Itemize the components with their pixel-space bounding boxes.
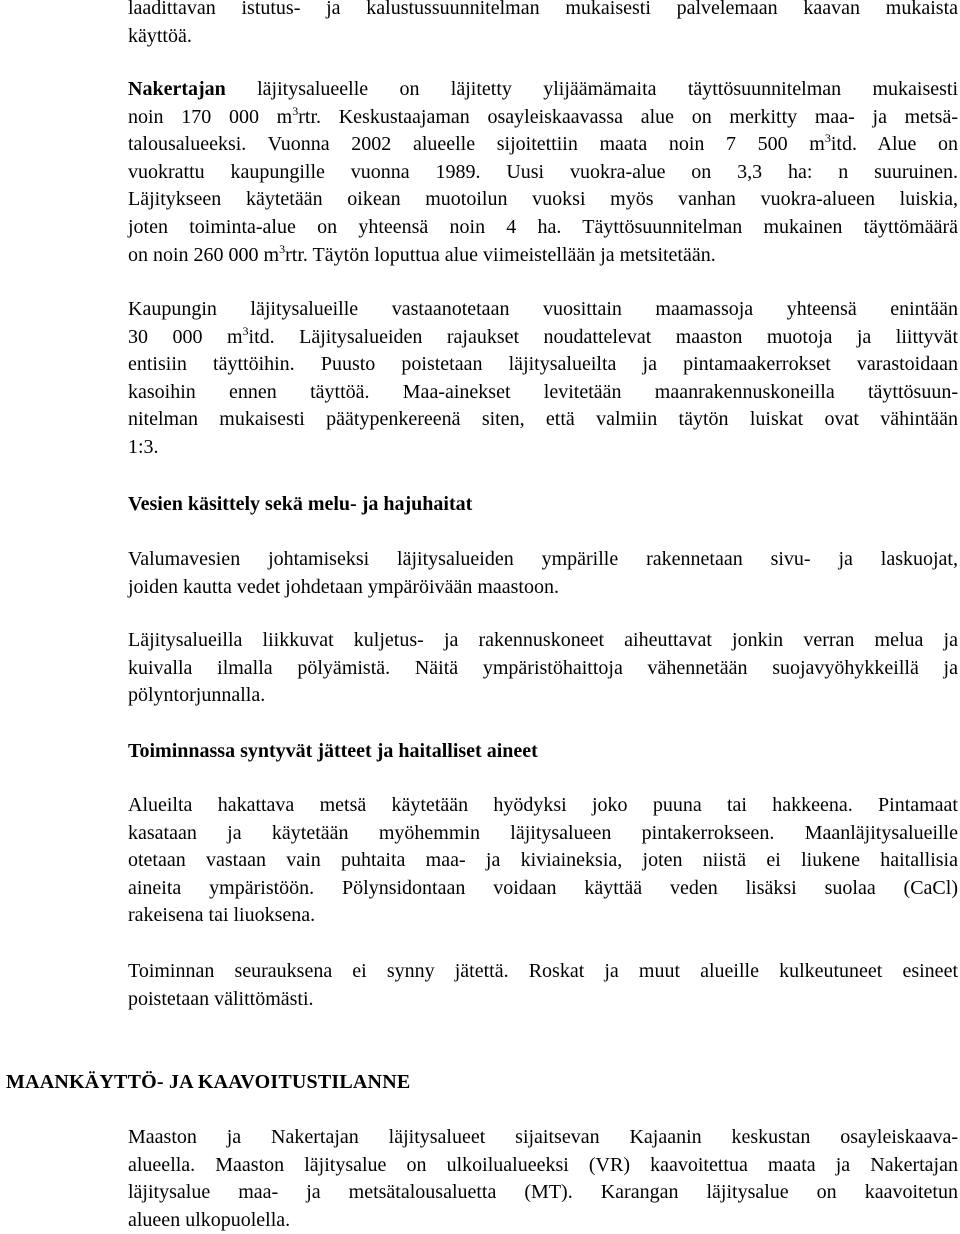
paragraph-liikkuvat: [128, 627, 958, 710]
paragraph-valumavesi: [128, 546, 958, 601]
text-line: [128, 242, 958, 270]
paragraph-nakertaja: [128, 76, 958, 269]
text-line: Kaupungin läjitysalueille vastaanotetaan vuosittain maamassoja yhteensä enintään: [128, 298, 958, 320]
text-line: Maaston ja Nakertajan läjitysalueet sijaitsevan Kajaanin keskustan osayleiskaava-: [128, 1126, 958, 1148]
text-line: poistetaan välittömästi.: [128, 987, 314, 1010]
text-line: Alueilta hakattava metsä käytetään hyödyksi joko puuna tai hakkeena. Pintamaat: [128, 794, 958, 816]
place-name: Nakertajan: [128, 78, 226, 100]
text-line: [128, 104, 958, 132]
superscript: 3: [242, 323, 249, 338]
text-line: Läjitykseen käytetään oikean muotoilun vuoksi myös vanhan vuokra-alueen luiskia,: [128, 188, 958, 211]
text-line: käyttöä.: [128, 24, 192, 47]
text-line: [128, 76, 958, 104]
superscript: 3: [824, 131, 831, 146]
text-line: nitelman mukaisesti päätypenkereenä siten, että valmiin täytön luiskat ovat vähintään: [128, 408, 958, 431]
superscript: 3: [292, 103, 299, 118]
paragraph-intro: [128, 0, 958, 50]
heading-jatteet: Toiminnassa syntyvät jätteet ja haitalliset aineet: [128, 740, 538, 762]
text-line: laadittavan istutus- ja kalustussuunnitelman mukaisesti palvelemaan kaavan mukaista: [128, 0, 958, 19]
text-line: alueen ulkopuolella.: [128, 1208, 291, 1231]
paragraph-kaupungin: [128, 296, 958, 462]
text-line: läjitysalue maa- ja metsätalousaluetta (MT). Karangan läjitysalue on kaavoitetun: [128, 1181, 958, 1204]
text-line: aineita ympäristöön. Pölynsidontaan voidaan käyttää veden lisäksi suolaa (CaCl): [128, 876, 958, 899]
text-line: joten toiminta-alue on yhteensä noin 4 ha. Täyttösuunnitelman mukainen täyttömäärä: [128, 215, 958, 238]
text-fragment: itd. Alue on: [830, 133, 958, 156]
text-line: [128, 324, 958, 352]
text-line: alueella. Maaston läjitysalue on ulkoilualueeksi (VR) kaavoitettua maata ja Nakertajan: [128, 1153, 958, 1176]
text-fragment: läjitysalueelle on läjitetty ylijäämämaita täyttösuunnitelman mukaisesti: [225, 78, 958, 100]
text-fragment: rtr. Täytön loputtua alue viimeistellään ja metsitetään.: [285, 243, 716, 266]
text-fragment: 30 000 m: [128, 325, 243, 348]
text-line: vuokrattu kaupungille vuonna 1989. Uusi vuokra-alue on 3,3 ha: n suuruinen.: [128, 160, 958, 183]
text-line: kasoihin ennen täyttöä. Maa-ainekset levitetään maanrakennuskoneilla täyttösuun-: [128, 380, 958, 403]
heading-vesien: Vesien käsittely sekä melu- ja hajuhaitat: [128, 493, 473, 515]
paragraph-maaston: [128, 1124, 958, 1234]
text-fragment: itd. Läjitysalueiden rajaukset noudattelevat maaston muotoja ja liittyvät: [248, 325, 958, 348]
text-line: 1:3.: [128, 435, 159, 458]
text-line: [128, 131, 958, 159]
text-line: rakeisena tai liuoksena.: [128, 904, 316, 927]
text-line: pölyntorjunnalla.: [128, 684, 266, 707]
text-line: joiden kautta vedet johdetaan ympäröivään maastoon.: [128, 575, 559, 598]
section-title: MAANKÄYTTÖ- JA KAAVOITUSTILANNE: [6, 1071, 411, 1093]
text-fragment: on noin 260 000 m: [128, 243, 280, 266]
text-line: otetaan vastaan vain puhtaita maa- ja kiviaineksia, joten niistä ei liukene haitallisia: [128, 849, 958, 872]
paragraph-seuraus: [128, 958, 958, 1013]
text-line: kuivalla ilmalla pölyämistä. Näitä ympäristöhaittoja vähennetään suojavyöhykkeillä ja: [128, 656, 958, 679]
text-line: Läjitysalueilla liikkuvat kuljetus- ja rakennuskoneet aiheuttavat jonkin verran melua ja: [128, 629, 958, 651]
superscript: 3: [279, 241, 286, 256]
text-fragment: noin 170 000 m: [128, 105, 293, 128]
text-line: Toiminnan seurauksena ei synny jätettä. Roskat ja muut alueille kulkeutuneet esineet: [128, 960, 958, 982]
text-line: kasataan ja käytetään myöhemmin läjitysalueen pintakerrokseen. Maanläjitysalueille: [128, 821, 958, 844]
text-line: entisiin täyttöihin. Puusto poistetaan läjitysalueilta ja pintamaakerrokset varastoidaan: [128, 353, 958, 376]
text-fragment: rtr. Keskustaajaman osayleiskaavassa alue on merkitty maa- ja metsä-: [298, 105, 958, 128]
paragraph-alueilta: [128, 792, 958, 930]
text-line: Valumavesien johtamiseksi läjitysalueiden ympärille rakennetaan sivu- ja laskuojat,: [128, 548, 958, 570]
text-fragment: talousalueeksi. Vuonna 2002 alueelle sijoitettiin maata noin 7 500 m: [128, 133, 825, 156]
